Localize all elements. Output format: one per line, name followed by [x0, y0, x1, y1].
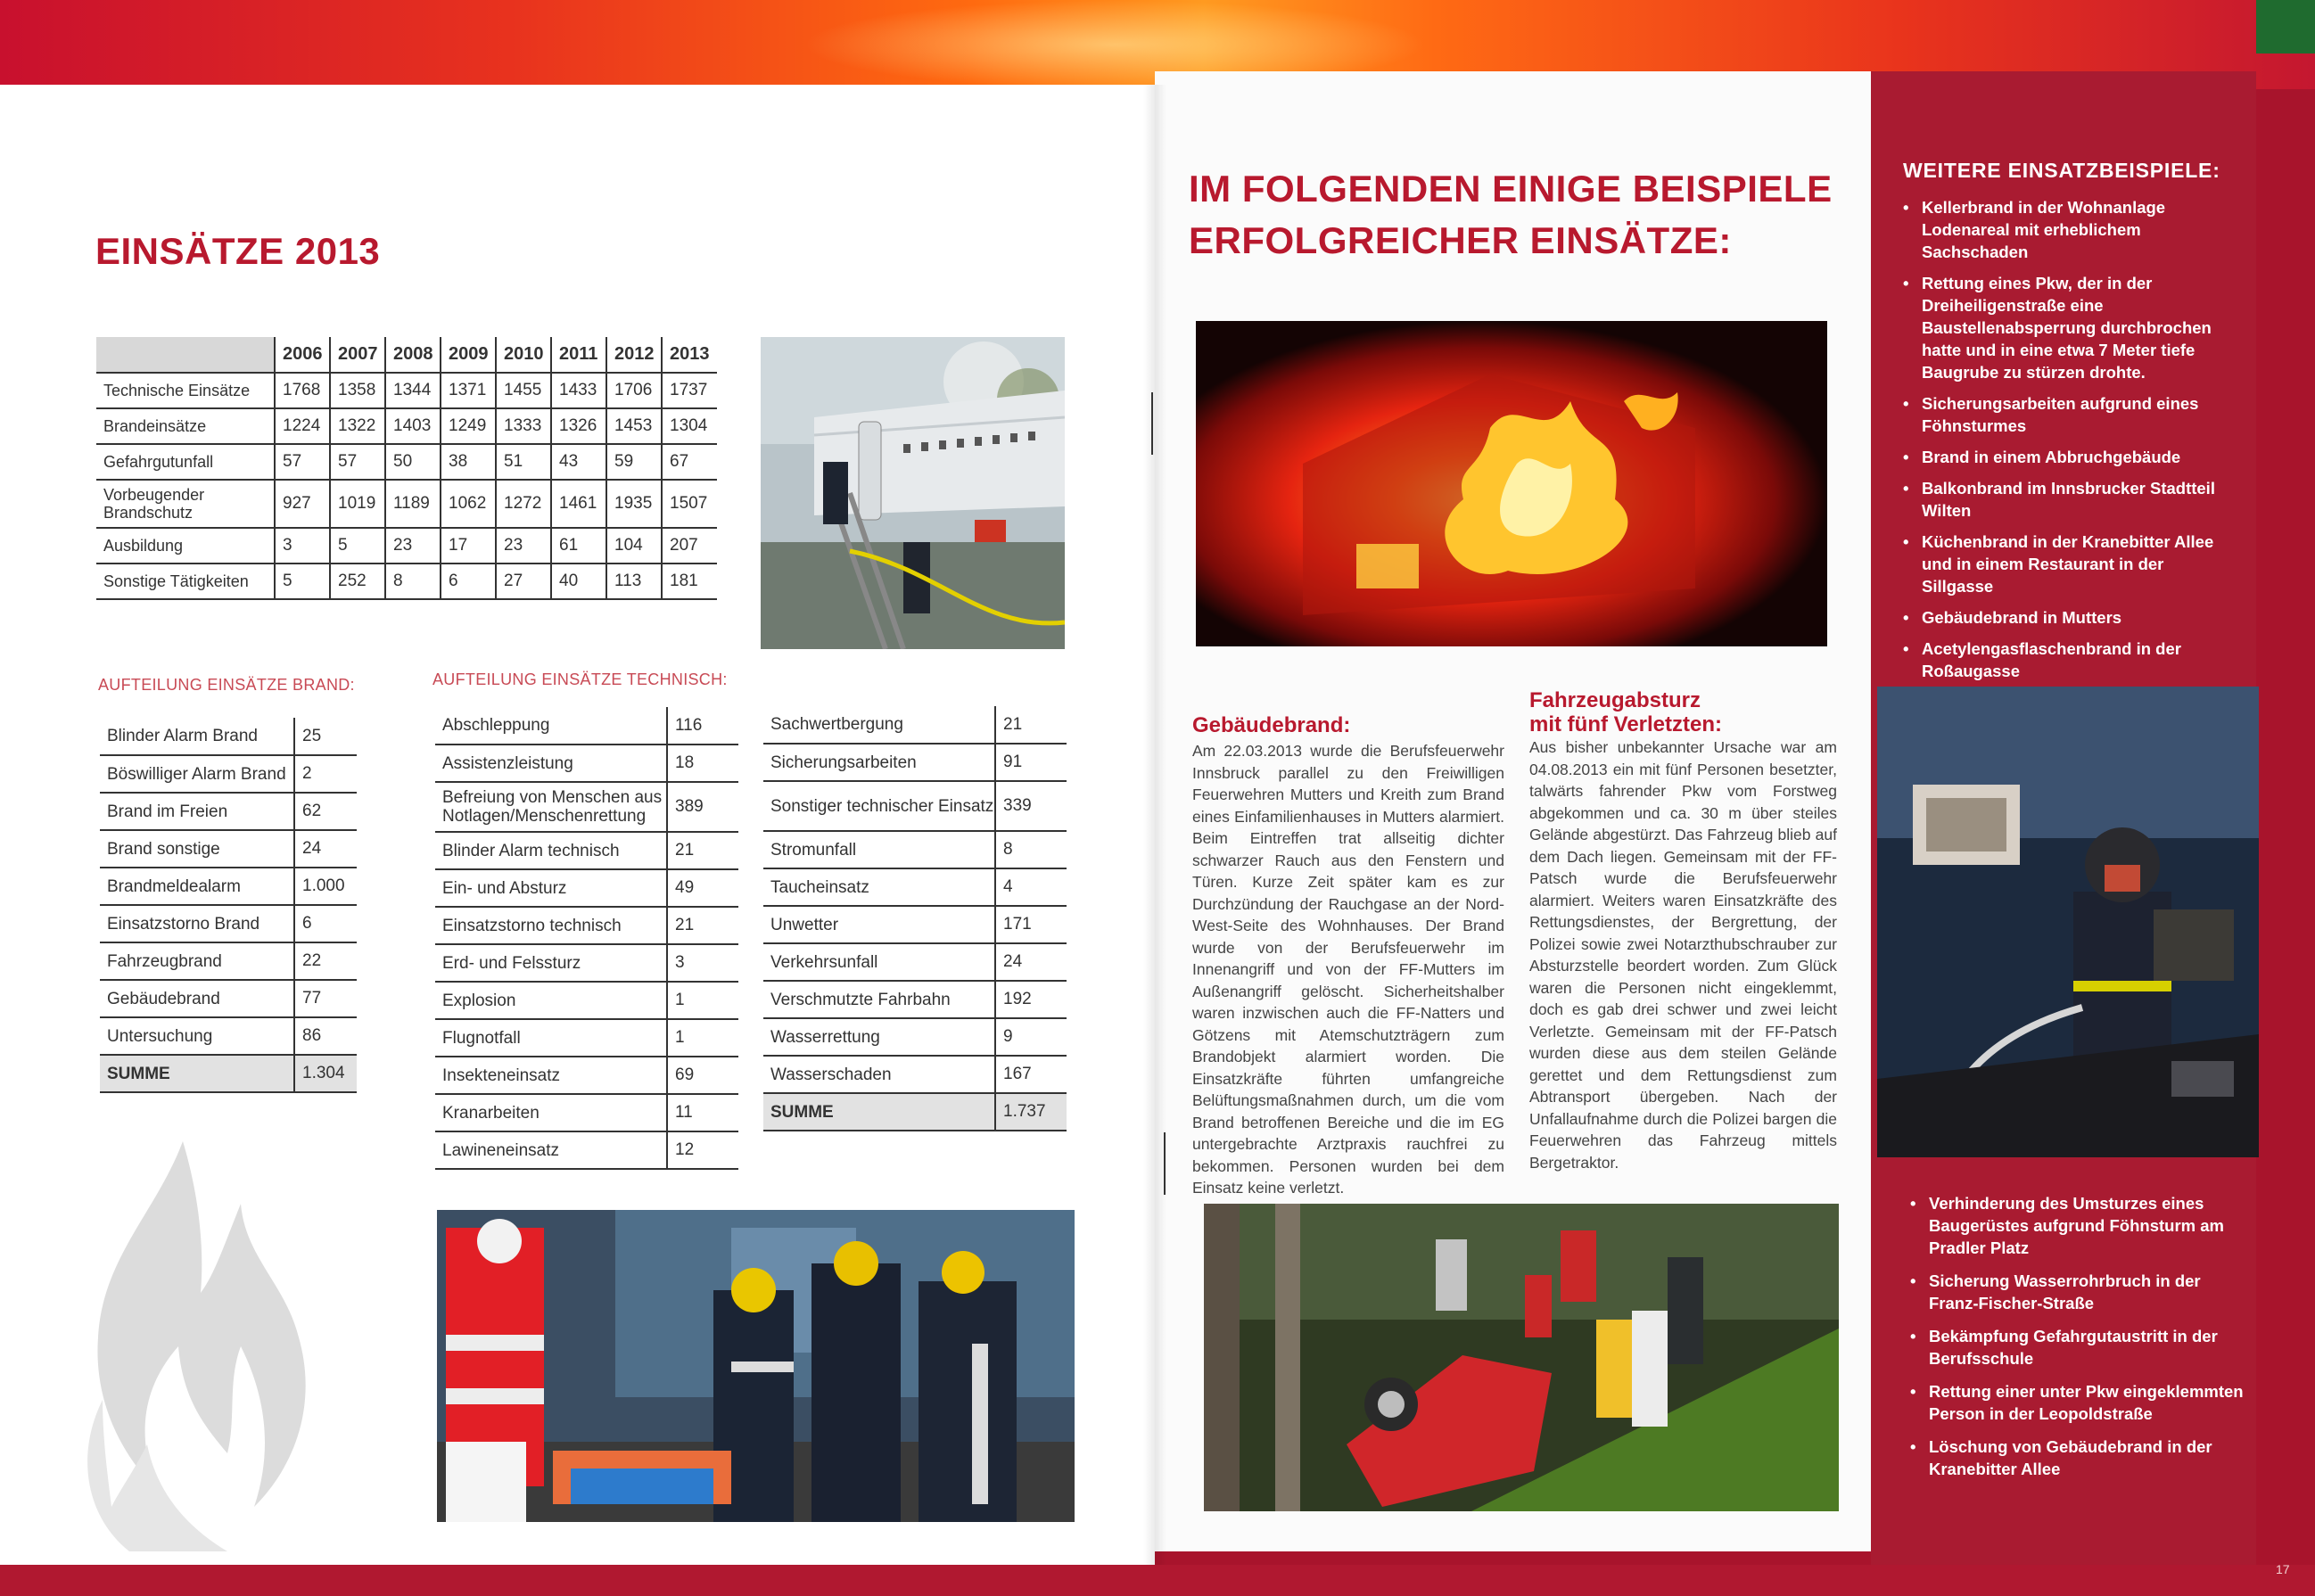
- list-item-text: Balkonbrand im Innsbrucker Stadtteil Wilten: [1922, 479, 2215, 520]
- row-label: Sicherungsarbeiten: [763, 744, 995, 781]
- table-row: [435, 907, 738, 944]
- list-item: [1910, 1270, 2247, 1314]
- row-value: 21: [667, 832, 738, 869]
- row-label: Brandeinsätze: [96, 408, 275, 444]
- row-value: 77: [294, 980, 357, 1017]
- flame-watermark-icon: [49, 1132, 308, 1560]
- article-body: Aus bisher unbekannter Ursache war am 04.08.2013 ein mit fünf Personen besetzter, talwärts fahrender Pkw vom Forstweg abgekommen und ca. 30 m über steiles Gelände abgestürzt. Das Fahrzeug blieb auf dem Dach liegen. Gemeinsam mit der FF-Patsch wurde die Berufsfeuerwehr alarmiert. Weiters waren Einsatzkräfte des Rettungsdienstes, der Bergrettung, der Polizei sowie zwei Notarzthubschrauber zur Absturzstelle beordert worden. Zum Glück waren die Personen nicht eingeklemmt, doch es gab drei schwer und zwei leicht Verletzte. Gemeinsam mit der FF-Patsch wurden diese aus dem steilen Gelände gerettet und dem Rettungsdienst zum Abtransport übergeben. Nach der Unfallaufnahme durch die Polizei bargen die Feuerwehren das Fahrzeug mittels Bergetraktor.: [1529, 738, 1837, 1172]
- list-item-text: Brand in einem Abbruchgebäude: [1922, 448, 2181, 466]
- list-item: [1910, 1436, 2247, 1480]
- table-cell: 5: [330, 528, 385, 564]
- bottom-band: [0, 1565, 2315, 1596]
- bullet-icon: •: [1903, 448, 1909, 466]
- row-label: Vorbeugender Brandschutz: [96, 480, 275, 528]
- article-heading: [1529, 688, 1722, 736]
- table-cell: 40: [551, 564, 606, 599]
- row-value: 1.000: [294, 868, 357, 905]
- bullet-icon: •: [1910, 1194, 1916, 1213]
- table-cell: 1304: [662, 408, 717, 444]
- list-item-text: Küchenbrand in der Kranebitter Allee und in einem Restaurant in der Sillgasse: [1922, 532, 2214, 596]
- table-cell: 1358: [330, 373, 385, 408]
- row-value: 25: [294, 718, 357, 755]
- bullet-icon: •: [1910, 1437, 1916, 1456]
- brand-breakdown-table: [100, 718, 357, 1093]
- table-row: [763, 943, 1067, 981]
- table-cell: 1461: [551, 480, 606, 528]
- row-value: 91: [995, 744, 1067, 781]
- row-label: Technische Einsätze: [96, 373, 275, 408]
- table-cell: 252: [330, 564, 385, 599]
- row-value: 18: [667, 745, 738, 782]
- margin-mark: [1164, 1132, 1166, 1195]
- table-cell: 59: [606, 444, 662, 480]
- row-value: 21: [995, 706, 1067, 744]
- row-label: Brandmeldealarm: [100, 868, 294, 905]
- row-label: Explosion: [435, 982, 667, 1019]
- table-row: [435, 745, 738, 782]
- row-label: Gebäudebrand: [100, 980, 294, 1017]
- table-cell: 57: [330, 444, 385, 480]
- table-row: [435, 1094, 738, 1131]
- airplane-drill-photo: [761, 337, 1065, 649]
- row-label: Ausbildung: [96, 528, 275, 564]
- row-value: 171: [995, 906, 1067, 943]
- table-cell: 113: [606, 564, 662, 599]
- table-row: [763, 781, 1067, 831]
- table-cell: 43: [551, 444, 606, 480]
- row-value: 86: [294, 1017, 357, 1055]
- bullet-icon: •: [1903, 608, 1909, 627]
- table-cell: 57: [275, 444, 330, 480]
- table-row: [96, 480, 717, 528]
- table-cell: 1403: [385, 408, 441, 444]
- row-value: 4: [995, 868, 1067, 906]
- yearly-stats-table: [96, 337, 717, 600]
- row-value: 21: [667, 907, 738, 944]
- row-value: 3: [667, 944, 738, 982]
- table-row: [435, 944, 738, 982]
- row-value: 9: [995, 1018, 1067, 1056]
- article-heading: Gebäudebrand:: [1192, 713, 1351, 737]
- table-row: [96, 373, 717, 408]
- table-cell: 6: [441, 564, 496, 599]
- table-row: [96, 408, 717, 444]
- table-cell: 207: [662, 528, 717, 564]
- row-value: 192: [995, 981, 1067, 1018]
- bullet-icon: •: [1903, 198, 1909, 217]
- row-value: 167: [995, 1056, 1067, 1093]
- article-body: Am 22.03.2013 wurde die Berufsfeuerwehr Innsbruck parallel zu den Freiwilligen Feuerwehren Mutters und Kreith zum Brand eines Einfamilienhauses in Mutters alarmiert. Beim Eintreffen trat allseitig dichter schwarzer Rauch aus den Fenstern und Türen. Kurze Zeit später kam es zur Durchzündung der Rauchgase an der Nord-West-Seite des Wohnhauses. Der Brand wurde von der Berufsfeuerwehr im Innenangriff und von der FF-Mutters im Außenangriff gelöscht. Sicherheitshalber waren inzwischen auch die FF-Natters und Götzens mit Atemschutzträgern zum Brandobjekt alarmiert worden. Die Einsatzkräfte führten umfangreiche Belüftungsmaßnahmen durch, um die vom Brand betroffenen Bereiche und die im EG untergebrachte Arztpraxis rauchfrei zu bekommen. Personen wurden bei dem Einsatz keine verletzt.: [1192, 742, 1504, 1197]
- row-label: Sachwertbergung: [763, 706, 995, 744]
- table-row: [763, 981, 1067, 1018]
- table-row: [435, 1131, 738, 1169]
- sum-label: SUMME: [763, 1093, 995, 1131]
- list-item-text: Sicherungsarbeiten aufgrund eines Föhnsturmes: [1922, 394, 2199, 435]
- table-cell: 1333: [496, 408, 551, 444]
- table-row: [763, 831, 1067, 868]
- row-label: Einsatzstorno technisch: [435, 907, 667, 944]
- row-label: Unwetter: [763, 906, 995, 943]
- page-spine: [1143, 85, 1166, 1565]
- row-label: Abschleppung: [435, 707, 667, 745]
- row-value: 1: [667, 1019, 738, 1057]
- sidebar-heading: WEITERE EINSATZBEISPIELE:: [1903, 159, 2220, 182]
- year-header: 2006: [275, 337, 330, 373]
- table-cell: 61: [551, 528, 606, 564]
- firefighter-photo: [1877, 687, 2259, 1157]
- row-label: Sonstige Tätigkeiten: [96, 564, 275, 599]
- row-label: Erd- und Felssturz: [435, 944, 667, 982]
- table-cell: 1455: [496, 373, 551, 408]
- row-label: Blinder Alarm Brand: [100, 718, 294, 755]
- list-item: [1910, 1325, 2247, 1370]
- row-label: Stromunfall: [763, 831, 995, 868]
- table-cell: 1224: [275, 408, 330, 444]
- row-value: 69: [667, 1057, 738, 1094]
- list-item-text: Löschung von Gebäudebrand in der Kranebitter Allee: [1929, 1437, 2212, 1478]
- bullet-icon: •: [1903, 479, 1909, 498]
- table-cell: 1019: [330, 480, 385, 528]
- list-item: [1903, 272, 2233, 383]
- row-value: 12: [667, 1131, 738, 1169]
- year-header: 2013: [662, 337, 717, 373]
- list-item: [1903, 606, 2233, 629]
- row-label: Verkehrsunfall: [763, 943, 995, 981]
- table-cell: 1344: [385, 373, 441, 408]
- table-row: [435, 1019, 738, 1057]
- list-item: [1903, 477, 2233, 522]
- table-cell: 1768: [275, 373, 330, 408]
- sum-row: [100, 1055, 357, 1092]
- year-header: 2009: [441, 337, 496, 373]
- list-item-text: Kellerbrand in der Wohnanlage Lodenareal mit erheblichem Sachschaden: [1922, 198, 2166, 261]
- technical-breakdown-table-1: [435, 707, 738, 1170]
- table-row: [96, 528, 717, 564]
- article-heading-line2: mit fünf Verletzten:: [1529, 712, 1723, 736]
- table-cell: 181: [662, 564, 717, 599]
- table-row: [100, 718, 357, 755]
- row-label: Einsatzstorno Brand: [100, 905, 294, 942]
- list-item: [1903, 196, 2233, 263]
- row-label: Blinder Alarm technisch: [435, 832, 667, 869]
- examples-title: [1189, 163, 1833, 267]
- table-cell: 8: [385, 564, 441, 599]
- row-label: Insekteneinsatz: [435, 1057, 667, 1094]
- table-row: [435, 832, 738, 869]
- table-row: [435, 869, 738, 907]
- list-item: [1903, 392, 2233, 437]
- row-value: 11: [667, 1094, 738, 1131]
- brand-breakdown-heading: AUFTEILUNG EINSÄTZE BRAND:: [98, 676, 355, 694]
- row-label: Fahrzeugbrand: [100, 942, 294, 980]
- table-row: [100, 868, 357, 905]
- table-cell: 67: [662, 444, 717, 480]
- year-header: 2008: [385, 337, 441, 373]
- row-value: 1: [667, 982, 738, 1019]
- bullet-icon: •: [1903, 532, 1909, 551]
- table-row: [100, 905, 357, 942]
- list-item-text: Bekämpfung Gefahrgutaustritt in der Berufsschule: [1929, 1327, 2218, 1368]
- examples-title-line1: IM FOLGENDEN EINIGE BEISPIELE: [1189, 168, 1833, 210]
- rescue-team-photo: [437, 1210, 1075, 1522]
- bullet-icon: •: [1910, 1271, 1916, 1290]
- list-item: [1903, 531, 2233, 597]
- table-cell: 1453: [606, 408, 662, 444]
- sum-label: SUMME: [100, 1055, 294, 1092]
- table-cell: 27: [496, 564, 551, 599]
- row-label: Kranarbeiten: [435, 1094, 667, 1131]
- bullet-icon: •: [1903, 639, 1909, 658]
- list-item-text: Rettung eines Pkw, der in der Dreiheiligenstraße eine Baustellenabsperrung durchbrochen hatte und in eine etwa 7 Meter tiefe Baugrube zu stürzen drohte.: [1922, 274, 2212, 382]
- corner-accent: [2256, 0, 2315, 53]
- row-label: Befreiung von Menschen aus Notlagen/Menschenrettung: [435, 782, 667, 832]
- table-cell: 17: [441, 528, 496, 564]
- row-label: Wasserrettung: [763, 1018, 995, 1056]
- list-item: [1903, 638, 2233, 682]
- row-value: 49: [667, 869, 738, 907]
- table-row: [435, 782, 738, 832]
- row-value: 22: [294, 942, 357, 980]
- row-label: Assistenzleistung: [435, 745, 667, 782]
- bullet-icon: •: [1903, 394, 1909, 413]
- row-value: 24: [995, 943, 1067, 981]
- table-cell: 1189: [385, 480, 441, 528]
- year-header: 2007: [330, 337, 385, 373]
- table-row: [96, 564, 717, 599]
- table-row: [100, 755, 357, 793]
- row-label: Brand sonstige: [100, 830, 294, 868]
- table-cell: 1507: [662, 480, 717, 528]
- row-label: Brand im Freien: [100, 793, 294, 830]
- row-label: Böswilliger Alarm Brand: [100, 755, 294, 793]
- table-cell: 5: [275, 564, 330, 599]
- row-value: 389: [667, 782, 738, 832]
- list-item: [1910, 1380, 2247, 1425]
- sum-value: 1.304: [294, 1055, 357, 1092]
- table-cell: 1249: [441, 408, 496, 444]
- row-value: 24: [294, 830, 357, 868]
- table-row: [100, 942, 357, 980]
- table-cell: 23: [385, 528, 441, 564]
- row-label: Taucheinsatz: [763, 868, 995, 906]
- table-row: [435, 1057, 738, 1094]
- table-cell: 927: [275, 480, 330, 528]
- row-value: 8: [995, 831, 1067, 868]
- list-item: [1903, 446, 2233, 468]
- table-row: [435, 707, 738, 745]
- year-header: 2012: [606, 337, 662, 373]
- row-label: Verschmutzte Fahrbahn: [763, 981, 995, 1018]
- table-row: [763, 868, 1067, 906]
- row-value: 62: [294, 793, 357, 830]
- table-cell: 1326: [551, 408, 606, 444]
- table-cell: 1935: [606, 480, 662, 528]
- page-number: 17: [2276, 1562, 2290, 1576]
- sum-row: [763, 1093, 1067, 1131]
- table-row: [100, 793, 357, 830]
- more-examples-list-2: [1910, 1192, 2247, 1491]
- year-header: 2011: [551, 337, 606, 373]
- list-item-text: Rettung einer unter Pkw eingeklemmten Person in der Leopoldstraße: [1929, 1382, 2244, 1423]
- table-cell: 1737: [662, 373, 717, 408]
- examples-title-line2: ERFOLGREICHER EINSÄTZE:: [1189, 219, 1732, 261]
- table-cell: 1371: [441, 373, 496, 408]
- table-cell: 1433: [551, 373, 606, 408]
- row-label: Gefahrgutunfall: [96, 444, 275, 480]
- list-item-text: Acetylengasflaschenbrand in der Roßaugasse: [1922, 639, 2181, 680]
- table-cell: 1272: [496, 480, 551, 528]
- table-cell: 23: [496, 528, 551, 564]
- row-value: 339: [995, 781, 1067, 831]
- row-label: Wasserschaden: [763, 1056, 995, 1093]
- table-corner: [96, 337, 275, 373]
- table-cell: 104: [606, 528, 662, 564]
- list-item-text: Sicherung Wasserrohrbruch in der Franz-Fischer-Straße: [1929, 1271, 2201, 1312]
- technical-breakdown-table-2: [763, 706, 1067, 1131]
- table-row: [100, 1017, 357, 1055]
- table-row: [763, 906, 1067, 943]
- page-title: EINSÄTZE 2013: [95, 230, 381, 272]
- row-label: Untersuchung: [100, 1017, 294, 1055]
- bullet-icon: •: [1903, 274, 1909, 292]
- list-item-text: Gebäudebrand in Mutters: [1922, 608, 2122, 627]
- table-cell: 38: [441, 444, 496, 480]
- table-row: [763, 744, 1067, 781]
- row-value: 6: [294, 905, 357, 942]
- row-label: Sonstiger technischer Einsatz: [763, 781, 995, 831]
- table-row: [763, 1056, 1067, 1093]
- list-item-text: Verhinderung des Umsturzes eines Baugerüstes aufgrund Föhnsturm am Pradler Platz: [1929, 1194, 2224, 1257]
- bullet-icon: •: [1910, 1382, 1916, 1401]
- table-cell: 50: [385, 444, 441, 480]
- margin-mark: [1151, 392, 1153, 455]
- bullet-icon: •: [1910, 1327, 1916, 1345]
- building-fire-photo: [1196, 321, 1827, 646]
- table-cell: 51: [496, 444, 551, 480]
- technical-breakdown-heading: AUFTEILUNG EINSÄTZE TECHNISCH:: [433, 670, 728, 688]
- table-row: [435, 982, 738, 1019]
- table-row: [96, 444, 717, 480]
- row-value: 116: [667, 707, 738, 745]
- table-cell: 3: [275, 528, 330, 564]
- year-header: 2010: [496, 337, 551, 373]
- table-row: [100, 980, 357, 1017]
- table-row: [763, 1018, 1067, 1056]
- row-value: 2: [294, 755, 357, 793]
- vehicle-crash-photo: [1204, 1204, 1839, 1511]
- table-row: [100, 830, 357, 868]
- list-item: [1910, 1192, 2247, 1259]
- table-cell: 1062: [441, 480, 496, 528]
- more-examples-list: [1903, 196, 2233, 691]
- table-cell: 1706: [606, 373, 662, 408]
- table-cell: 1322: [330, 408, 385, 444]
- row-label: Ein- und Absturz: [435, 869, 667, 907]
- row-label: Lawineneinsatz: [435, 1131, 667, 1169]
- article-heading-line1: Fahrzeugabsturz: [1529, 688, 1701, 712]
- table-row: [763, 706, 1067, 744]
- table-header-row: [96, 337, 717, 373]
- row-label: Flugnotfall: [435, 1019, 667, 1057]
- sum-value: 1.737: [995, 1093, 1067, 1131]
